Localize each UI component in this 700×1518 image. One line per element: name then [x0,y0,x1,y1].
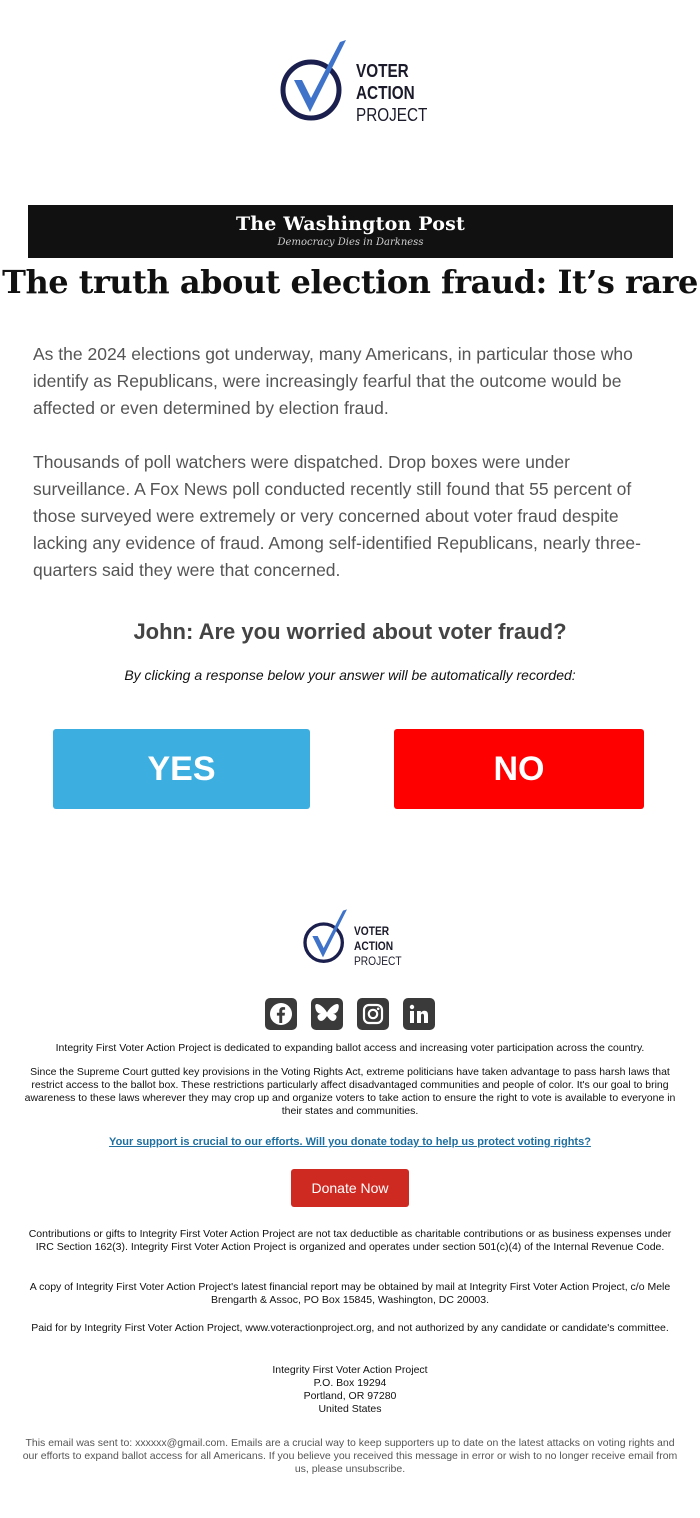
linkedin-glyph [407,1002,431,1026]
footer-logo-word-project: PROJECT [354,954,402,968]
instagram-glyph [361,1002,385,1026]
poll-question: John: Are you worried about voter fraud? [133,619,567,644]
donate-now-button[interactable]: Donate Now [291,1169,409,1207]
logo-word-voter: VOTER [356,61,409,81]
support-donate-link[interactable]: Your support is crucial to our efforts. Will you donate today to help us protect voting rights? [109,1136,591,1148]
footer-mission: Integrity First Voter Action Project is dedicated to expanding ballot access and increasing voter participation across the country. [55,1042,645,1054]
wapo-masthead: The Washington Post [235,213,466,235]
no-button[interactable]: NO [394,729,644,809]
voter-action-project-logo [280,38,430,128]
footer-financial-report: A copy of Integrity First Voter Action Project's latest financial report may be obtained by mail at Integrity First Voter Action Project, c/o Mele Brengarth & Assoc, PO Box 15845, Washington, DC 20003. [29,1281,671,1306]
footer-checkmark-logo-icon [303,908,351,968]
logo-word-project: PROJECT [356,105,428,125]
address-pobox: P.O. Box 19294 [313,1377,387,1389]
bluesky-glyph [314,1002,340,1026]
logo-word-action: ACTION [356,83,415,103]
footer-logo-word-voter: VOTER [354,924,390,938]
washington-post-banner [28,205,673,258]
address-name: Integrity First Voter Action Project [272,1364,428,1376]
footer-logo [303,908,413,970]
article-paragraph-2: Thousands of poll watchers were dispatched. Drop boxes were under surveillance. A Fox News poll conducted recently still found that 55 percent of those surveyed were extremely or very concerned about voter fraud despite lacking any evidence of fraud. Among self-identified Republicans, nearly three-quarters said they were that concerned. [33,452,641,580]
wapo-tagline: Democracy Dies in Darkness [277,237,424,248]
instagram-icon[interactable] [357,998,389,1030]
address-country: United States [318,1403,382,1415]
address-city: Portland, OR 97280 [303,1390,397,1402]
footer-paid-for: Paid for by Integrity First Voter Action Project, www.voteractionproject.org, and not authorized by any candidate or candidate's committee. [31,1322,669,1334]
bluesky-icon[interactable] [311,998,343,1030]
facebook-icon[interactable] [265,998,297,1030]
linkedin-icon[interactable] [403,998,435,1030]
footer-logo-word-action: ACTION [354,939,394,953]
footer-address [20,1364,680,1416]
article-paragraph-1: As the 2024 elections got underway, many Americans, in particular those who identify as Republicans, were increasingly fearful that the outcome would be affected or even determined by election fraud. [33,344,633,418]
footer-sent-to-notice: This email was sent to: xxxxxx@gmail.com. Emails are a crucial way to keep supporters up to date on the latest attacks on voting rights and our efforts to expand ballot access for all Americans. If you believe you received this message in error or wish to no longer receive email from us, please unsubscribe. [22,1437,678,1475]
facebook-glyph [269,1002,293,1026]
article-headline: The truth about election fraud: It’s rare [2,263,698,301]
checkmark-logo-icon [280,38,352,128]
footer-contributions-disclaimer: Contributions or gifts to Integrity First Voter Action Project are not tax deductible as charitable contributions or as business expenses under IRC Section 162(3). Integrity First Voter Action Project is organized and operates under section 501(c)(4) of the Internal Revenue Code. [28,1228,672,1253]
poll-instruction: By clicking a response below your answer will be automatically recorded: [124,667,576,683]
footer-court-paragraph: Since the Supreme Court gutted key provisions in the Voting Rights Act, extreme politicians have taken advantage to pass harsh laws that restrict access to the ballot box. These restrictions particularly affect disadvantaged communities and people of color. It's our goal to bring awareness to these laws wherever they may crop up and organize voters to take action to ensure the right to vote is available to everyone in their states and communities. [24,1066,676,1117]
yes-button[interactable]: YES [53,729,310,809]
